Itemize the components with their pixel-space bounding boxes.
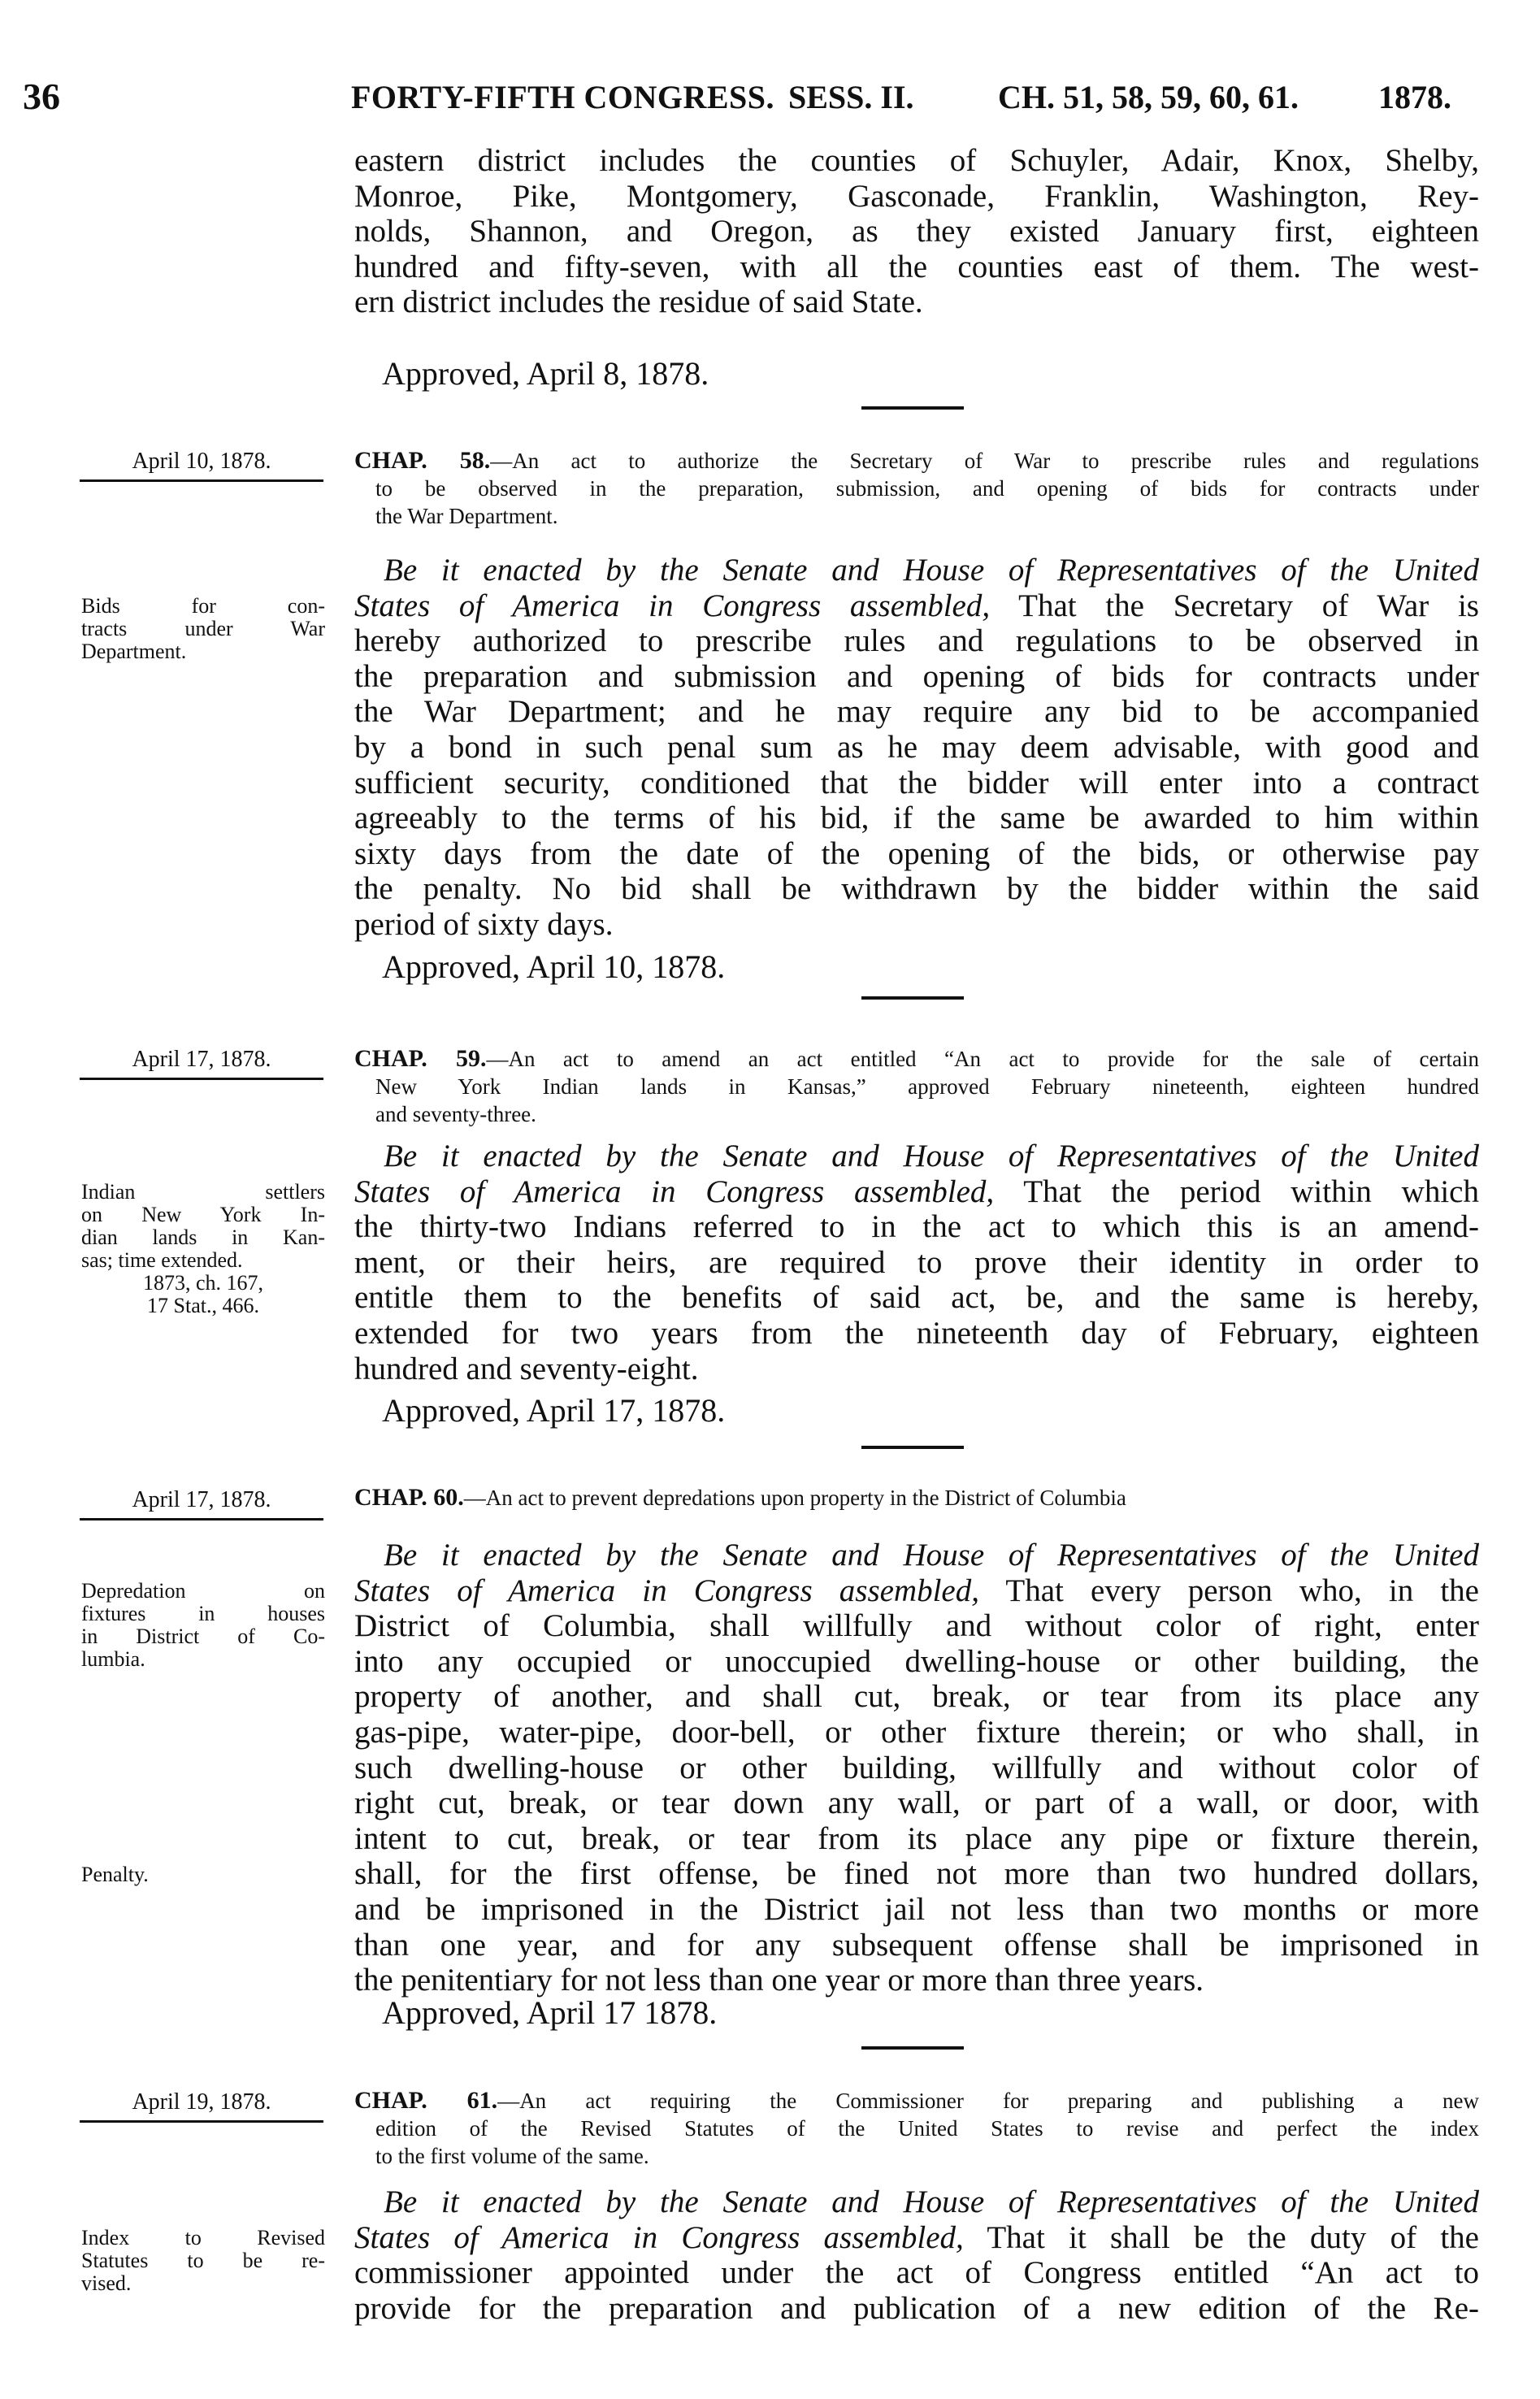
header-year: 1878. [1378, 79, 1451, 115]
enacting-line-2 [354, 2220, 1479, 2256]
date-rule [80, 1518, 323, 1521]
enacting-line-1 [354, 1538, 1479, 1573]
text-line: hereby authorized to prescribe rules and regulations to be observed in [354, 623, 1479, 659]
approved-line: Approved, April 17, 1878. [382, 1392, 726, 1429]
text-line: the penalty. No bid shall be withdrawn by the bidder within the said [354, 871, 1479, 907]
text-line: the War Department; and he may require any bid to be accompanied [354, 694, 1479, 730]
text-line: into any occupied or unoccupied dwelling-house or other building, the [354, 1643, 1479, 1679]
heading-text: —An act to authorize the Secretary of War to prescribe rules and regulations [490, 449, 1479, 473]
chapter-heading [354, 447, 1479, 530]
text-line: nolds, Shannon, and Oregon, as they existed January first, eighteen [354, 214, 1479, 249]
text-line: eastern district includes the counties of Schuyler, Adair, Knox, Shelby, [354, 143, 1479, 178]
text-line: provide for the preparation and publication of a new edition of the Re- [354, 2290, 1479, 2326]
enacting-clause: Be it enacted by the Senate and House of Representatives of the United [384, 1538, 1479, 1573]
heading-text: edition of the Revised Statutes of the United States to revise and perfect the index [375, 2116, 1479, 2141]
text-line: than one year, and for any subsequent offense shall be imprisoned in [354, 1927, 1479, 1963]
text-line: hundred and seventy-eight. [354, 1351, 699, 1386]
chapter-date: April 10, 1878. [132, 449, 271, 474]
text-line: Department. [81, 639, 187, 663]
heading-text: —An act to prevent depredations upon property in the District of Columbia [463, 1486, 1126, 1510]
header-session: SESS. II. [788, 79, 914, 115]
chapter-text [354, 1538, 1479, 1998]
enacting-clause: Be it enacted by the Senate and House of Representatives of the United [384, 553, 1479, 588]
text-line: sixty days from the date of the opening of the bids, or otherwise pay [354, 835, 1479, 871]
text-line: District of Columbia, shall willfully and without color of right, enter [354, 1608, 1479, 1644]
text-line: on New York In- [81, 1202, 325, 1226]
chapter-label: CHAP. 59. [354, 1045, 487, 1072]
margin-note [81, 1580, 325, 1671]
text-line: by a bond in such penal sum as he may deem advisable, with good and [354, 729, 1479, 765]
enacting-line-1 [354, 553, 1479, 588]
text-line: ment, or their heirs, are required to prove their identity in order to [354, 1244, 1479, 1280]
text-segment: That every person who, in the [979, 1573, 1479, 1608]
enacting-line-1 [354, 1139, 1479, 1174]
chapter-label: CHAP. 60. [354, 1484, 464, 1511]
enacting-line-2 [354, 588, 1479, 624]
citation-line: 17 Stat., 466. [147, 1293, 259, 1317]
text-line: sas; time extended. [81, 1247, 243, 1272]
date-rule [80, 1078, 323, 1080]
heading-line [354, 2142, 1479, 2170]
margin-note [81, 1181, 325, 1317]
text-line: property of another, and shall cut, break, or tear from its place any [354, 1679, 1479, 1715]
chapter-heading [354, 2087, 1479, 2170]
page-header [23, 75, 1486, 115]
heading-line [354, 1045, 1479, 1073]
text-line: Statutes to be re- [81, 2248, 325, 2272]
section-rule [861, 996, 964, 1000]
margin-note [81, 2227, 325, 2295]
text-segment: That the Secretary of War is [990, 588, 1479, 623]
chapter-text [354, 553, 1479, 943]
text-line: Depredation on [81, 1578, 325, 1603]
text-segment: That the period within which [994, 1173, 1479, 1209]
chapter-date: April 17, 1878. [132, 1047, 271, 1072]
text-line: Index to Revised [81, 2225, 325, 2249]
date-rule [80, 2120, 323, 2123]
header-title: FORTY-FIFTH CONGRESS. [351, 79, 775, 115]
text-line: Indian settlers [81, 1179, 325, 1204]
enacting-clause: States of America in Congress assembled, [354, 2219, 964, 2255]
section-rule [861, 1446, 964, 1449]
text-line: agreeably to the terms of his bid, if the same be awarded to him within [354, 800, 1479, 836]
heading-text: —An act requiring the Commissioner for preparing and publishing a new [497, 2089, 1479, 2113]
heading-line [354, 502, 1479, 530]
heading-text: to the first volume of the same. [375, 2144, 649, 2168]
chapter-heading [354, 1484, 1479, 1512]
intro-paragraph [354, 143, 1479, 320]
text-line: ern district includes the residue of said State. [354, 284, 923, 320]
chapter-label: CHAP. 58. [354, 447, 491, 474]
text-line: the penitentiary for not less than one year or more than three years. [354, 1963, 1204, 1998]
text-line: entitle them to the benefits of said act, be, and the same is hereby, [354, 1280, 1479, 1316]
text-line: vised. [81, 2271, 132, 2295]
text-line: commissioner appointed under the act of Congress entitled “An act to [354, 2255, 1479, 2291]
text-line: hundred and fifty-seven, with all the counties east of them. The west- [354, 249, 1479, 284]
heading-text: and seventy-three. [375, 1102, 536, 1126]
section-rule [861, 406, 964, 410]
heading-line [354, 2115, 1479, 2142]
chapter-text [354, 1139, 1479, 1386]
enacting-line-2 [354, 1174, 1479, 1210]
text-line: the thirty-two Indians referred to in the act to which this is an amend- [354, 1209, 1479, 1245]
page-number: 36 [23, 76, 60, 117]
enacting-clause: Be it enacted by the Senate and House of Representatives of the United [384, 2184, 1479, 2219]
margin-note-penalty: Penalty. [81, 1863, 149, 1887]
approved-line: Approved, April 10, 1878. [382, 948, 726, 985]
text-line: period of sixty days. [354, 906, 614, 942]
text-line: the preparation and submission and opening of bids for contracts under [354, 658, 1479, 694]
enacting-clause: Be it enacted by the Senate and House of Representatives of the United [384, 1139, 1479, 1173]
text-line: intent to cut, break, or tear from its place any pipe or fixture therein, [354, 1820, 1479, 1856]
chapter-heading [354, 1045, 1479, 1128]
heading-line [354, 2087, 1479, 2115]
approved-line: Approved, April 17 1878. [382, 1994, 718, 2031]
date-rule [80, 479, 323, 482]
text-line: Monroe, Pike, Montgomery, Gasconade, Franklin, Washington, Rey- [354, 178, 1479, 214]
text-line: right cut, break, or tear down any wall, or part of a wall, or door, with [354, 1785, 1479, 1821]
chapter-date: April 17, 1878. [132, 1487, 271, 1512]
text-line: gas-pipe, water-pipe, door-bell, or other fixture therein; or who shall, in [354, 1714, 1479, 1750]
enacting-line-1 [354, 2184, 1479, 2220]
chapter-label: CHAP. 61. [354, 2087, 498, 2114]
text-line: shall, for the first offense, be fined not more than two hundred dollars, [354, 1856, 1479, 1892]
approved-line: Approved, April 8, 1878. [382, 355, 709, 392]
heading-line [354, 447, 1479, 475]
text-line: Bids for con- [81, 593, 325, 618]
text-segment: That it shall be the duty of the [963, 2219, 1479, 2255]
text-line: lumbia. [81, 1646, 145, 1671]
section-rule [861, 2046, 964, 2050]
text-line: extended for two years from the nineteenth day of February, eighteen [354, 1315, 1479, 1351]
text-line: tracts under War [81, 616, 325, 640]
text-line: fixtures in houses [81, 1601, 325, 1625]
enacting-clause: States of America in Congress assembled, [354, 588, 991, 623]
header-chapters: CH. 51, 58, 59, 60, 61. [998, 79, 1299, 115]
heading-line [354, 1484, 1479, 1512]
heading-line [354, 1100, 1479, 1128]
enacting-line-2 [354, 1573, 1479, 1609]
enacting-clause: States of America in Congress assembled, [354, 1573, 979, 1608]
heading-text: —An act to amend an act entitled “An act to provide for the sale of certain [486, 1047, 1479, 1071]
heading-text: the War Department. [375, 504, 558, 528]
text-line: and be imprisoned in the District jail not less than two months or more [354, 1891, 1479, 1927]
heading-line [354, 1073, 1479, 1100]
heading-line [354, 475, 1479, 502]
heading-text: to be observed in the preparation, submission, and opening of bids for contracts under [375, 476, 1479, 501]
enacting-clause: States of America in Congress assembled, [354, 1173, 995, 1209]
chapter-date: April 19, 1878. [132, 2089, 271, 2115]
chapter-text [354, 2184, 1479, 2326]
text-line: sufficient security, conditioned that the bidder will enter into a contract [354, 765, 1479, 800]
citation-line: 1873, ch. 167, [142, 1270, 264, 1295]
margin-note [81, 595, 325, 663]
heading-text: New York Indian lands in Kansas,” approved February nineteenth, eighteen hundred [375, 1074, 1479, 1099]
text-line: dian lands in Kan- [81, 1225, 325, 1249]
text-line: in District of Co- [81, 1624, 325, 1648]
text-line: such dwelling-house or other building, willfully and without color of [354, 1750, 1479, 1785]
